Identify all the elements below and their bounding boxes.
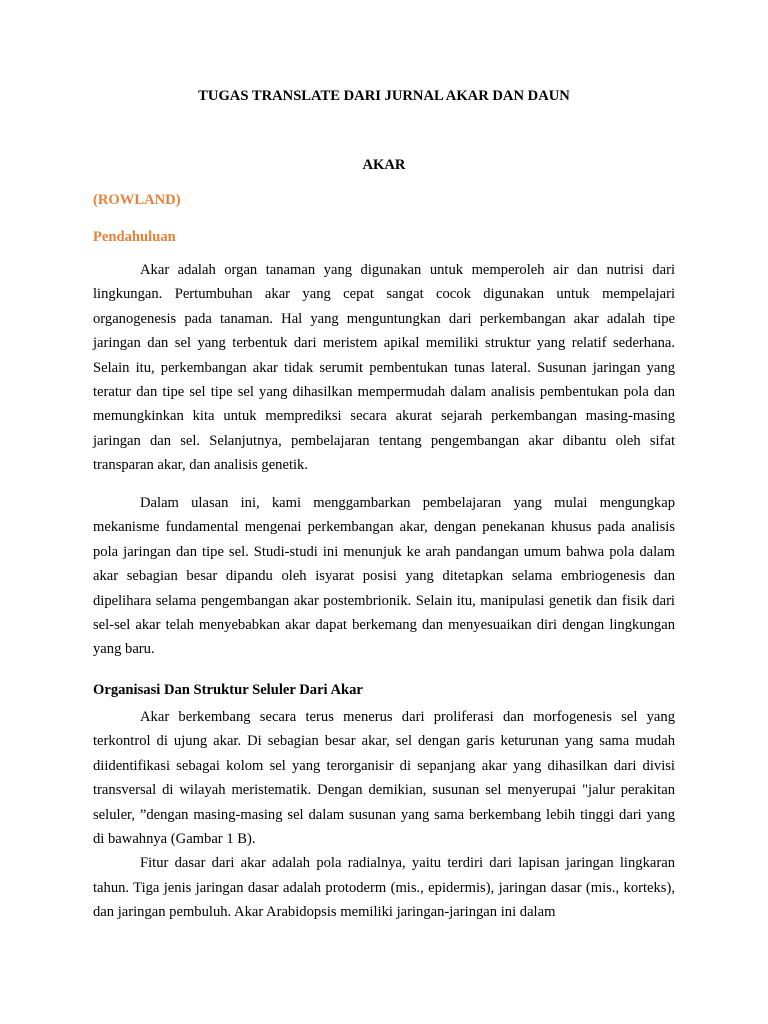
paragraph-block-structure xyxy=(93,705,675,925)
paragraph-block-intro-1 xyxy=(93,258,675,478)
heading-organisasi: Organisasi Dan Struktur Seluler Dari Akar xyxy=(93,682,363,698)
paragraph: Akar adalah organ tanaman yang digunakan untuk memperoleh air dan nutrisi dari lingkungan. Pertumbuhan akar yang cepat sangat cocok digunakan untuk mempelajari organogenesis pada tanaman. Hal yang menguntungkan dari perkembangan akar adalah tipe jaringan dan sel yang terbentuk dari meristem apikal memiliki struktur yang relatif sederhana. Selain itu, perkembangan akar tidak serumit pembentukan tunas lateral. Susunan jaringan yang teratur dan tipe sel tipe sel yang dihasilkan mempermudah dalam analisis pembentukan pola dan memungkinkan kita untuk memprediksi secara akurat sejarah perkembangan masing-masing jaringan dan sel. Selanjutnya, pembelajaran tentang pengembangan akar dibantu oleh sifat transparan akar, dan analisis genetik. xyxy=(93,262,675,474)
subheading-pendahuluan: Pendahuluan xyxy=(93,229,176,245)
paragraph: Dalam ulasan ini, kami menggambarkan pembelajaran yang mulai mengungkap mekanisme fundamental mengenai perkembangan akar, dengan penekanan khusus pada analisis pola jaringan dan tipe sel. Studi-studi ini menunjuk ke arah pandangan umum bahwa pola dalam akar sebagian besar dipandu oleh isyarat posisi yang ditetapkan selama embriogenesis dan dipelihara selama pengembangan akar postembrionik. Selain itu, manipulasi genetik dan fisik dari sel-sel akar telah menyebabkan akar dapat berkemang dan menyesuaikan diri dengan lingkungan yang baru. xyxy=(93,495,675,658)
paragraph: Akar berkembang secara terus menerus dari proliferasi dan morfogenesis sel yang terkontrol di ujung akar. Di sebagian besar akar, sel dengan garis keturunan yang sama mudah diidentifikasi sebagai kolom sel yang terorganisir di sepanjang akar yang dihasilkan dari divisi transversal di wilayah meristematik. Dengan demikian, susunan sel menyerupai "jalur perakitan seluler, ”dengan masing-masing sel dalam susunan yang sama berkembang lebih tinggi dari yang di bawahnya (Gambar 1 B). xyxy=(93,709,675,848)
document-title: TUGAS TRANSLATE DARI JURNAL AKAR DAN DAUN xyxy=(198,88,570,104)
author-label: (ROWLAND) xyxy=(93,192,181,208)
paragraph: Fitur dasar dari akar adalah pola radialnya, yaitu terdiri dari lapisan jaringan lingkaran tahun. Tiga jenis jaringan dasar adalah protoderm (mis., epidermis), jaringan dasar (mis., korteks), dan jaringan pembuluh. Akar Arabidopsis memiliki jaringan-jaringan ini dalam xyxy=(93,855,675,921)
paragraph-block-intro-2 xyxy=(93,491,675,662)
section-title: AKAR xyxy=(362,157,406,173)
